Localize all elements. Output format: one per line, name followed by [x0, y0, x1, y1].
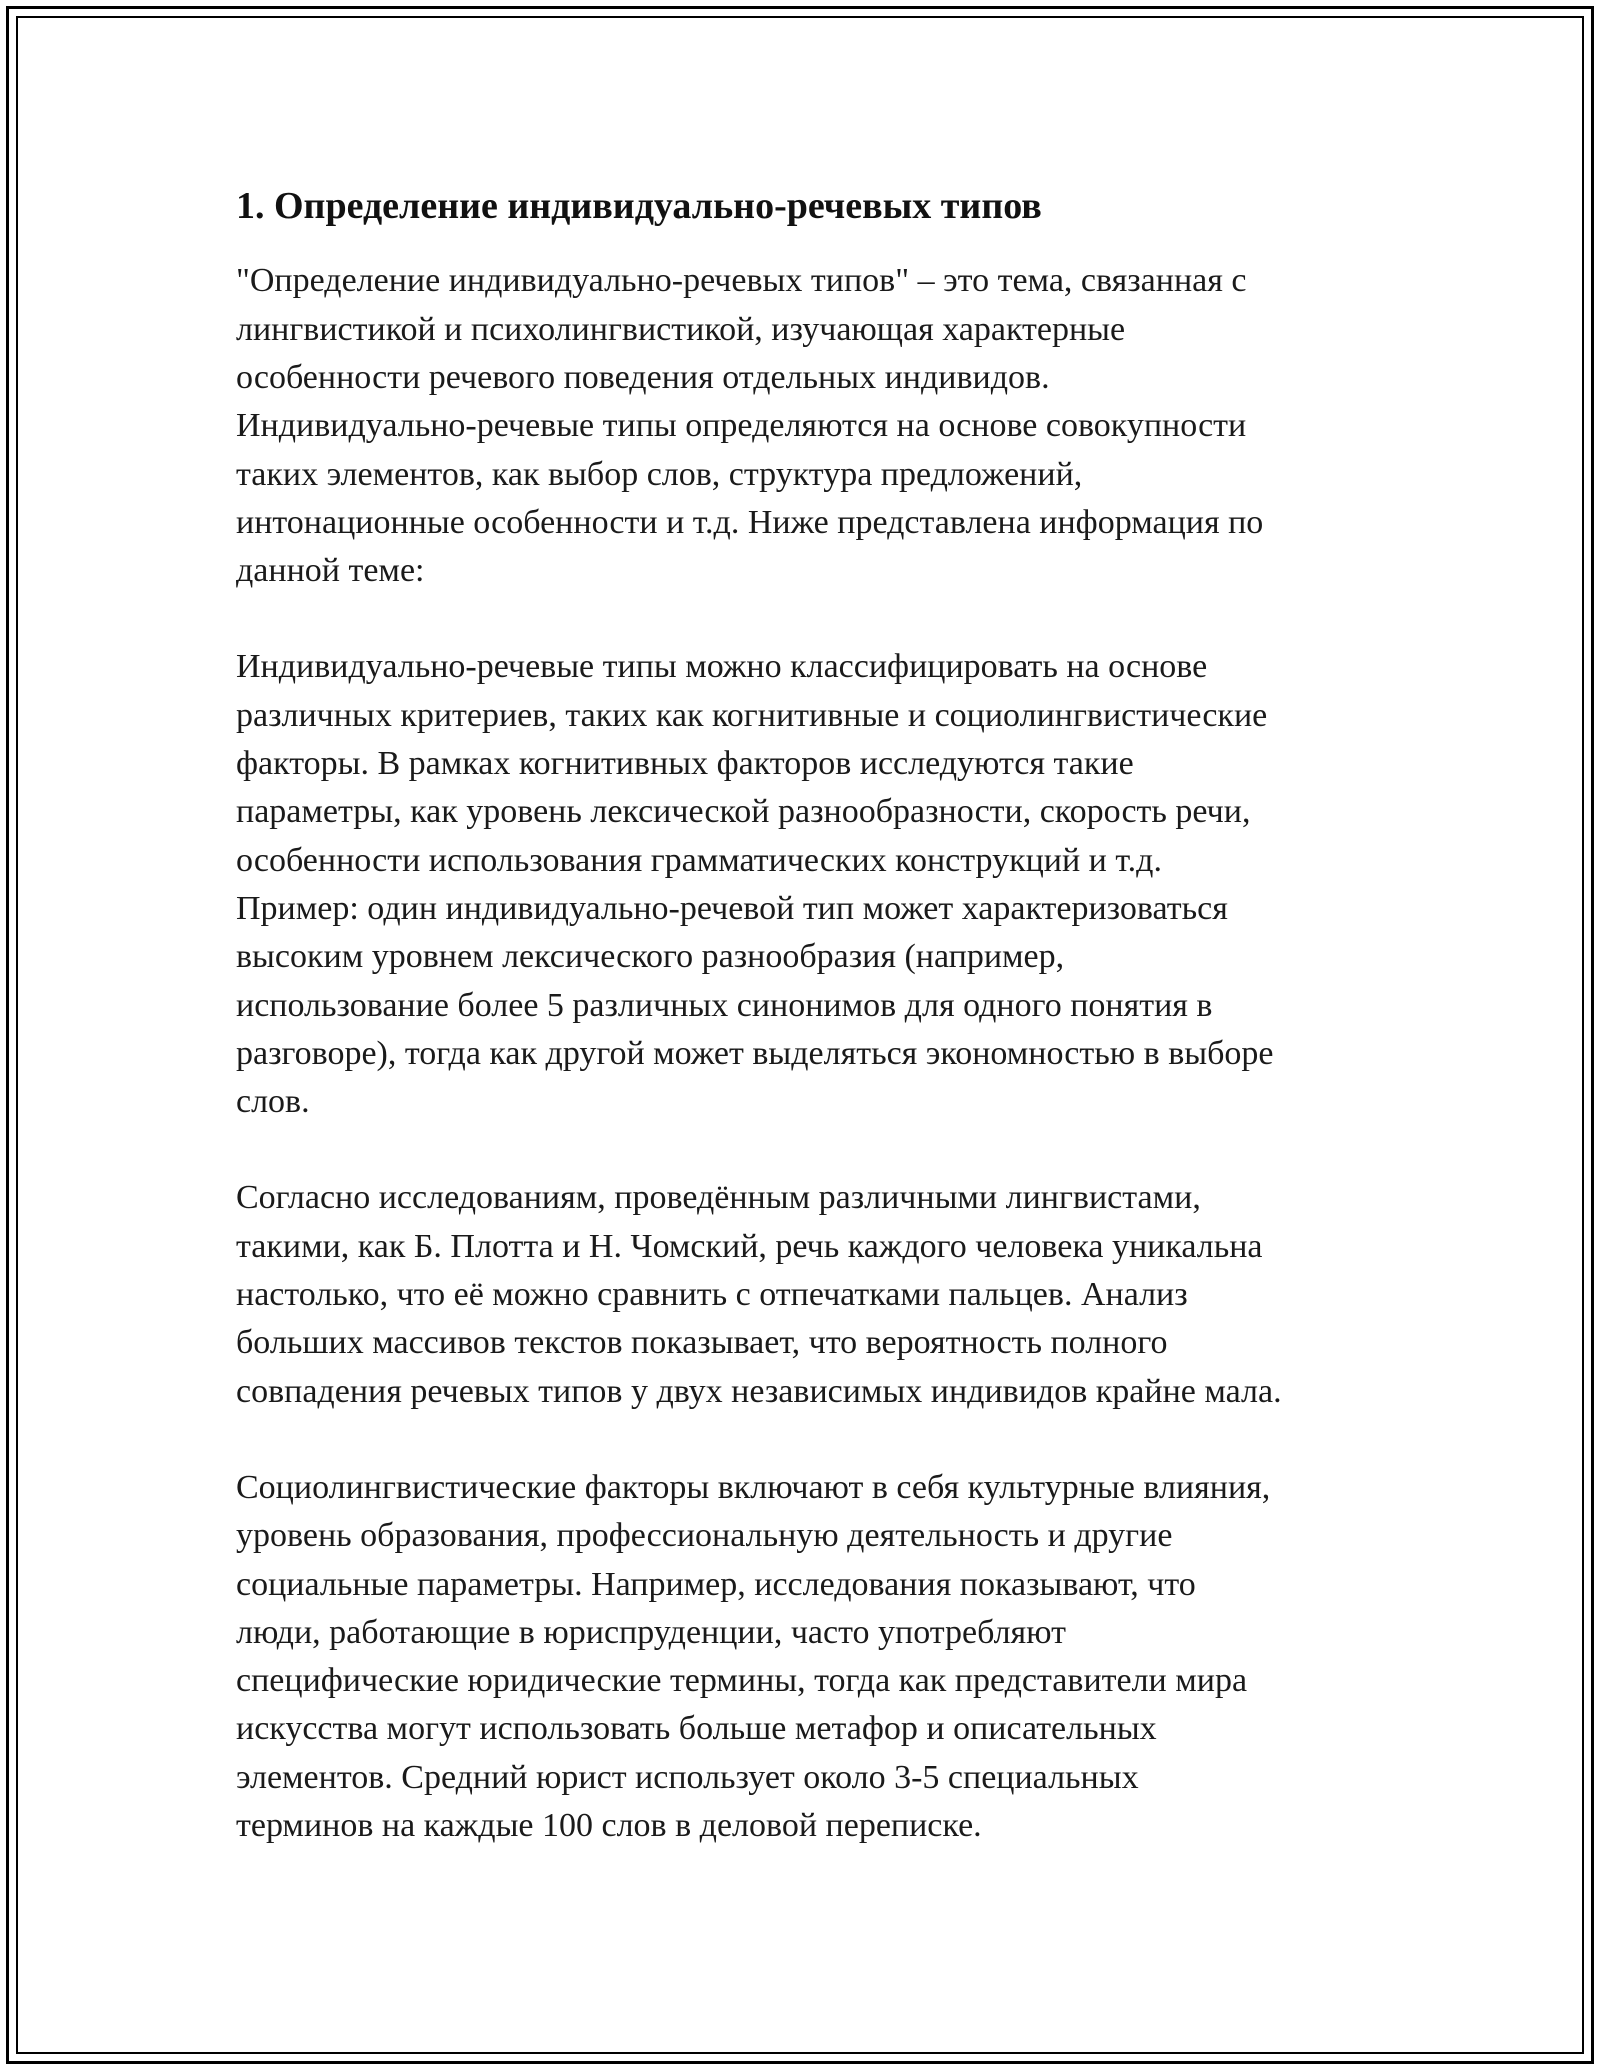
- text-line: слов.: [236, 1083, 310, 1121]
- text-line: особенности речевого поведения отдельных индивидов.: [236, 358, 1050, 396]
- text-line: данной теме:: [236, 552, 425, 590]
- paragraph-intro: [236, 257, 1386, 595]
- paragraph-research: [236, 1174, 1386, 1415]
- text-line: интонационные особенности и т.д. Ниже представлена информация по: [236, 503, 1264, 541]
- document-title: 1. Определение индивидуально-речевых типов: [236, 185, 1042, 227]
- text-line: люди, работающие в юриспруденции, часто употребляют: [236, 1613, 1066, 1651]
- text-line: Согласно исследованиям, проведённым различными лингвистами,: [236, 1179, 1201, 1217]
- text-line: Индивидуально-речевые типы можно классифицировать на основе: [236, 648, 1208, 686]
- text-line: специфические юридические термины, тогда как представители мира: [236, 1662, 1248, 1700]
- text-line: больших массивов текстов показывает, что вероятность полного: [236, 1324, 1168, 1362]
- text-line: использование более 5 различных синонимов для одного понятия в: [236, 986, 1213, 1024]
- text-line: Пример: один индивидуально-речевой тип может характеризоваться: [236, 889, 1228, 927]
- text-line: различных критериев, таких как когнитивные и социолингвистические: [236, 696, 1268, 734]
- text-line: высоким уровнем лексического разнообразия (например,: [236, 938, 1065, 976]
- text-line: Индивидуально-речевые типы определяются на основе совокупности: [236, 407, 1247, 445]
- text-line: уровень образования, профессиональную деятельность и другие: [236, 1517, 1173, 1555]
- text-line: факторы. В рамках когнитивных факторов исследуются такие: [236, 745, 1134, 783]
- text-line: такими, как Б. Плотта и Н. Чомский, речь каждого человека уникальна: [236, 1227, 1263, 1265]
- text-line: лингвистикой и психолингвистикой, изучающая характерные: [236, 310, 1126, 348]
- text-line: "Определение индивидуально-речевых типов" – это тема, связанная с: [236, 262, 1247, 300]
- text-line: особенности использования грамматических конструкций и т.д.: [236, 841, 1162, 879]
- text-line: Социолингвистические факторы включают в себя культурные влияния,: [236, 1468, 1271, 1506]
- paragraph-cognitive-factors: [236, 643, 1386, 1126]
- text-line: разговоре), тогда как другой может выделяться экономностью в выборе: [236, 1034, 1274, 1072]
- text-line: элементов. Средний юрист использует около 3-5 специальных: [236, 1758, 1139, 1796]
- text-line: социальные параметры. Например, исследования показывают, что: [236, 1565, 1196, 1603]
- text-line: параметры, как уровень лексической разнообразности, скорость речи,: [236, 793, 1251, 831]
- text-line: искусства могут использовать больше метафор и описательных: [236, 1710, 1157, 1748]
- document-body: [236, 182, 1386, 1898]
- text-line: настолько, что её можно сравнить с отпечатками пальцев. Анализ: [236, 1276, 1188, 1314]
- text-line: таких элементов, как выбор слов, структура предложений,: [236, 455, 1083, 493]
- text-line: терминов на каждые 100 слов в деловой переписке.: [236, 1807, 982, 1844]
- text-line: совпадения речевых типов у двух независимых индивидов крайне мала.: [236, 1372, 1282, 1410]
- paragraph-sociolinguistic-factors: [236, 1464, 1386, 1850]
